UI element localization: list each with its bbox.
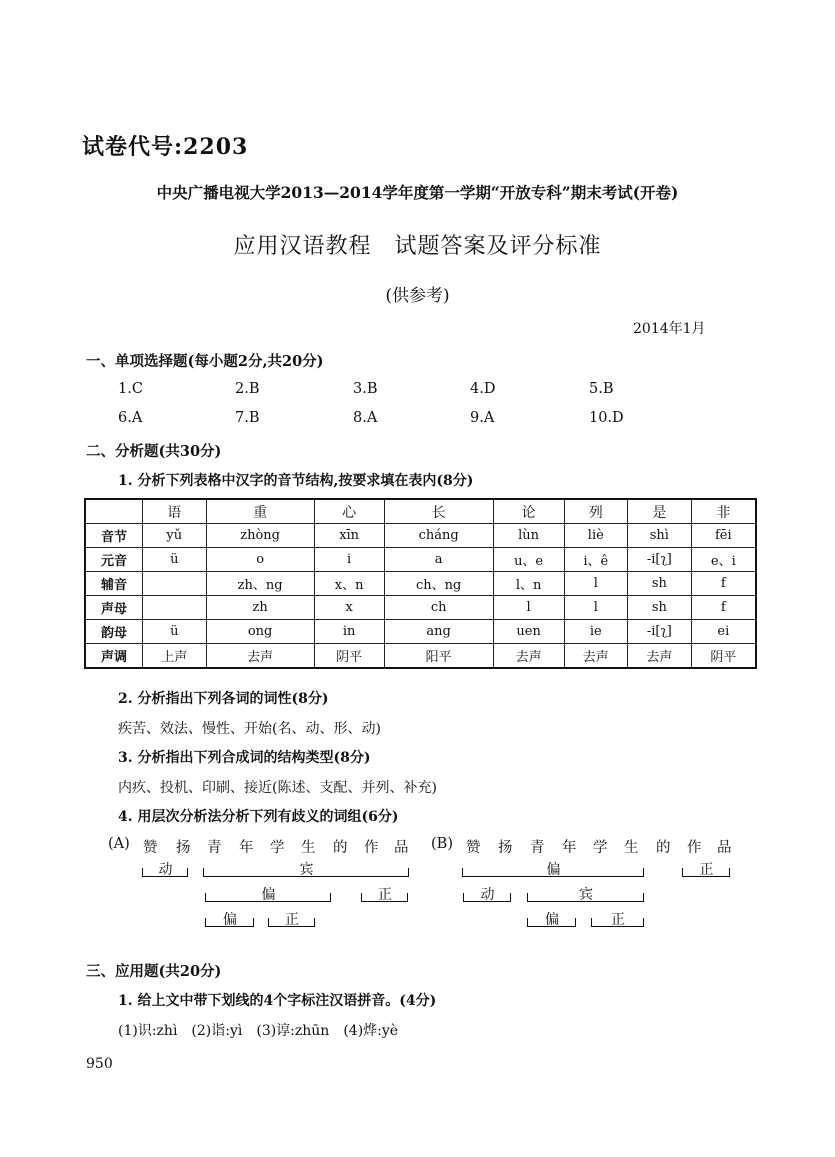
table-cell: yǔ: [143, 524, 207, 548]
table-header-cell: 心: [314, 499, 384, 524]
table-cell: ü: [143, 620, 207, 644]
table-cell: ie: [564, 620, 628, 644]
answer-2-2: 疾苦、效法、慢性、开始(名、动、形、动): [118, 721, 381, 737]
table-header-row: [85, 499, 756, 524]
question-2-1: 1. 分析下列表格中汉字的音节结构,按要求填在表内(8分): [118, 473, 474, 489]
table-cell: e、i: [691, 548, 756, 572]
table-cell: shì: [628, 524, 692, 548]
question-3-1: 1. 给上文中带下划线的4个字标注汉语拼音。(4分): [118, 993, 437, 1009]
answer-9: 9.A: [470, 410, 495, 426]
bracket-label: 正: [699, 862, 714, 878]
answer-3: 3.B: [353, 381, 378, 397]
table-cell: x: [314, 596, 384, 620]
exam-date: 2014年1月: [633, 321, 706, 337]
table-cell: uen: [493, 620, 564, 644]
table-cell: in: [314, 620, 384, 644]
table-header-cell: 列: [564, 499, 628, 524]
table-cell: lùn: [493, 524, 564, 548]
table-cell: 去声: [206, 644, 314, 669]
bracket-label: 偏: [261, 887, 276, 903]
table-cell: zhòng: [206, 524, 314, 548]
page-title: 应用汉语教程 试题答案及评分标准: [233, 234, 602, 259]
tree-b-char: 学: [593, 840, 608, 856]
table-cell: f: [691, 572, 756, 596]
table-cell: ch、ng: [384, 572, 493, 596]
table-header-cell: 长: [384, 499, 493, 524]
table-row: [85, 524, 756, 548]
answer-3-1: (1)识:zhì (2)诣:yì (3)谆:zhūn (4)烨:yè: [118, 1023, 399, 1039]
tree-b-char: 品: [717, 840, 732, 856]
table-cell: ch: [384, 596, 493, 620]
table-cell: o: [206, 548, 314, 572]
answer-6: 6.A: [118, 410, 143, 426]
tree-a-char: 扬: [176, 840, 191, 856]
bracket-label: 正: [285, 912, 299, 928]
bracket-label: 偏: [546, 862, 561, 878]
answer-4: 4.D: [470, 381, 496, 397]
table-cell: 阳平: [384, 644, 493, 669]
table-header-cell: 论: [493, 499, 564, 524]
table-cell: -i[ʅ]: [628, 548, 692, 572]
section2-heading: 二、分析题(共30分): [86, 443, 222, 460]
row-header: 韵母: [85, 620, 143, 644]
answer-7: 7.B: [235, 410, 260, 426]
table-header-cell: [85, 499, 143, 524]
answer-10: 10.D: [589, 410, 624, 426]
table-cell: 阴平: [691, 644, 756, 669]
tree-a-char: 赞: [143, 840, 158, 856]
syllable-table: [84, 498, 757, 669]
section3-heading: 三、应用题(共20分): [86, 963, 222, 980]
bracket-label: 宾: [299, 862, 314, 878]
table-cell: ei: [691, 620, 756, 644]
answer-2-3: 内疚、投机、印刷、接近(陈述、支配、并列、补充): [118, 780, 437, 796]
bracket-label: 宾: [579, 887, 593, 903]
bracket-label: 正: [378, 887, 392, 903]
table-cell: f: [691, 596, 756, 620]
for-reference-note: (供参考): [385, 286, 450, 306]
tree-a-char: 生: [301, 840, 316, 856]
table-cell: 去声: [628, 644, 692, 669]
answer-2: 2.B: [235, 381, 260, 397]
tree-b-char: 年: [562, 840, 577, 856]
tree-a-char: 作: [364, 840, 379, 856]
question-2-3: 3. 分析指出下列合成词的结构类型(8分): [118, 750, 371, 766]
table-header-cell: 非: [691, 499, 756, 524]
table-cell: zh、ng: [206, 572, 314, 596]
tree-b-char: 赞: [466, 840, 481, 856]
table-cell: cháng: [384, 524, 493, 548]
row-header: 辅音: [85, 572, 143, 596]
table-cell: xīn: [314, 524, 384, 548]
bracket-label: 动: [480, 887, 495, 903]
bracket-label: 正: [611, 912, 625, 928]
table-cell: fēi: [691, 524, 756, 548]
table-cell: i: [314, 548, 384, 572]
table-cell: -i[ʅ]: [628, 620, 692, 644]
table-row: [85, 572, 756, 596]
exam-header: 中央广播电视大学2013—2014学年度第一学期“开放专科”期末考试(开卷): [156, 183, 679, 202]
table-cell: x、n: [314, 572, 384, 596]
table-row: [85, 620, 756, 644]
paper-code: 试卷代号:2203: [82, 134, 249, 160]
row-header: 元音: [85, 548, 143, 572]
row-header: 声调: [85, 644, 143, 669]
table-cell: l: [564, 596, 628, 620]
table-cell: liè: [564, 524, 628, 548]
row-header: 音节: [85, 524, 143, 548]
question-2-4: 4. 用层次分析法分析下列有歧义的词组(6分): [118, 809, 399, 825]
table-cell: [143, 572, 207, 596]
table-row: [85, 644, 756, 669]
answer-8: 8.A: [353, 410, 378, 426]
tree-a-char: 的: [333, 840, 348, 856]
tree-b-char: 的: [656, 840, 671, 856]
table-row: [85, 596, 756, 620]
table-header-cell: 语: [143, 499, 207, 524]
bracket-label: 偏: [223, 912, 237, 928]
table-cell: 阴平: [314, 644, 384, 669]
tree-a-char: 学: [270, 840, 285, 856]
tree-a-label: (A): [108, 836, 130, 852]
table-header-cell: 是: [628, 499, 692, 524]
section1-heading: 一、单项选择题(每小题2分,共20分): [86, 353, 324, 370]
question-2-2: 2. 分析指出下列各词的词性(8分): [118, 691, 329, 707]
table-row: [85, 548, 756, 572]
table-header-cell: 重: [206, 499, 314, 524]
table-cell: 去声: [564, 644, 628, 669]
tree-a-char: 青: [207, 840, 222, 856]
table-cell: l、n: [493, 572, 564, 596]
bracket-label: 偏: [545, 912, 559, 928]
table-cell: ong: [206, 620, 314, 644]
table-cell: sh: [628, 572, 692, 596]
tree-b-char: 作: [687, 840, 702, 856]
answer-5: 5.B: [589, 381, 614, 397]
table-cell: i、ê: [564, 548, 628, 572]
tree-a-char: 品: [394, 840, 409, 856]
table-cell: sh: [628, 596, 692, 620]
tree-b-label: (B): [431, 836, 453, 852]
table-cell: l: [564, 572, 628, 596]
table-cell: ang: [384, 620, 493, 644]
table-cell: zh: [206, 596, 314, 620]
bracket-label: 动: [158, 862, 173, 878]
table-cell: a: [384, 548, 493, 572]
row-header: 声母: [85, 596, 143, 620]
table-cell: [143, 596, 207, 620]
table-cell: u、e: [493, 548, 564, 572]
tree-b-char: 生: [624, 840, 639, 856]
table-cell: l: [493, 596, 564, 620]
table-cell: ü: [143, 548, 207, 572]
table-cell: 去声: [493, 644, 564, 669]
page-number: 950: [86, 1056, 113, 1072]
answer-1: 1.C: [118, 381, 143, 397]
tree-b-char: 青: [530, 840, 545, 856]
tree-a-char: 年: [239, 840, 254, 856]
table-cell: 上声: [143, 644, 207, 669]
tree-b-char: 扬: [498, 840, 513, 856]
